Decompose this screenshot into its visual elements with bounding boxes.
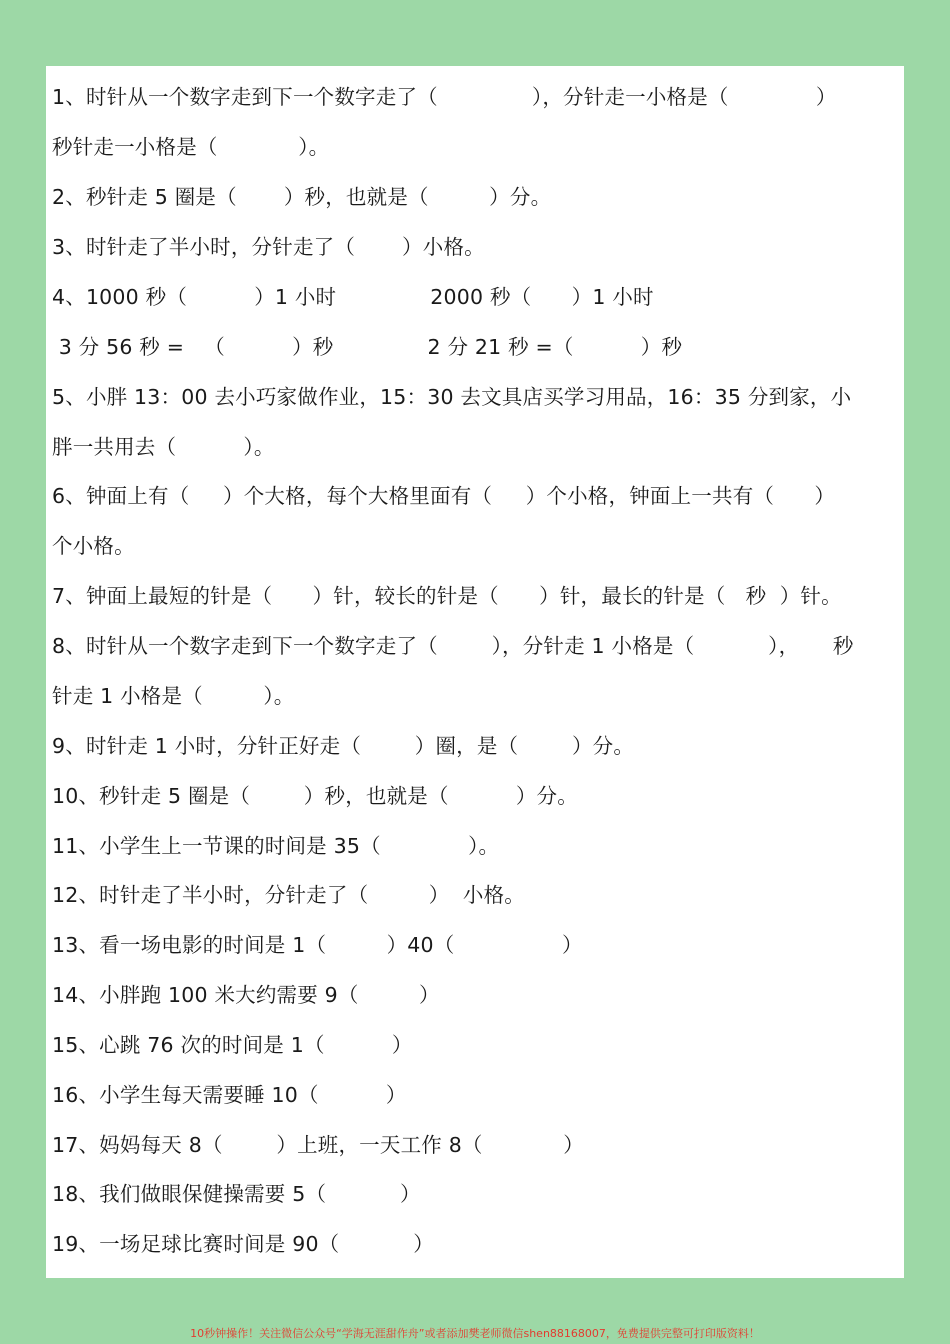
question-4-line-1: 4、1000 秒（ ）1 小时 2000 秒（ ）1 小时 xyxy=(52,285,654,309)
question-1-line-2: 秒针走一小格是（ ）。 xyxy=(52,135,330,159)
question-6-line-1: 6、钟面上有（ ）个大格，每个大格里面有（ ）个小格，钟面上一共有（ ） xyxy=(52,484,836,508)
question-3: 3、时针走了半小时，分针走了（ ）小格。 xyxy=(52,235,485,259)
question-11: 11、小学生上一节课的时间是 35（ ）。 xyxy=(52,834,500,858)
question-2: 2、秒针走 5 圈是（ ）秒，也就是（ ）分。 xyxy=(52,185,552,209)
question-8-line-1: 8、时针从一个数字走到下一个数字走了（ ），分针走 1 小格是（ ）， 秒 xyxy=(52,634,854,658)
question-17: 17、妈妈每天 8（ ）上班，一天工作 8（ ） xyxy=(52,1133,584,1157)
question-6-line-2: 个小格。 xyxy=(52,534,135,558)
question-18: 18、我们做眼保健操需要 5（ ） xyxy=(52,1182,421,1206)
question-5-line-1: 5、小胖 13：00 去小巧家做作业，15：30 去文具店买学习用品，16：35 分到家，小 xyxy=(52,385,852,409)
question-4-line-2: 3 分 56 秒 = （ ）秒 2 分 21 秒 =（ ）秒 xyxy=(52,335,683,359)
question-15: 15、心跳 76 次的时间是 1（ ） xyxy=(52,1033,413,1057)
question-8-line-2: 针走 1 小格是（ ）。 xyxy=(52,684,295,708)
question-12: 12、时针走了半小时，分针走了（ ） 小格。 xyxy=(52,883,525,907)
question-19: 19、一场足球比赛时间是 90（ ） xyxy=(52,1232,434,1256)
question-9: 9、时针走 1 小时，分针正好走（ ）圈，是（ ）分。 xyxy=(52,734,635,758)
question-5-line-2: 胖一共用去（ ）。 xyxy=(52,435,275,459)
question-7: 7、钟面上最短的针是（ ）针，较长的针是（ ）针，最长的针是（ 秒 ）针。 xyxy=(52,584,842,608)
question-16: 16、小学生每天需要睡 10（ ） xyxy=(52,1083,407,1107)
footer-promo-text: 10秒钟操作！关注微信公众号“学海无涯甜作舟”或者添加樊老师微信shen88168007，免费提供完整可打印版资料！ xyxy=(190,1327,760,1340)
question-1-line-1: 1、时针从一个数字走到下一个数字走了（ ），分针走一小格是（ ） xyxy=(52,85,837,109)
question-10: 10、秒针走 5 圈是（ ）秒，也就是（ ）分。 xyxy=(52,784,578,808)
worksheet-page xyxy=(46,66,904,1278)
question-13: 13、看一场电影的时间是 1（ ）40（ ） xyxy=(52,933,583,957)
question-14: 14、小胖跑 100 米大约需要 9（ ） xyxy=(52,983,440,1007)
